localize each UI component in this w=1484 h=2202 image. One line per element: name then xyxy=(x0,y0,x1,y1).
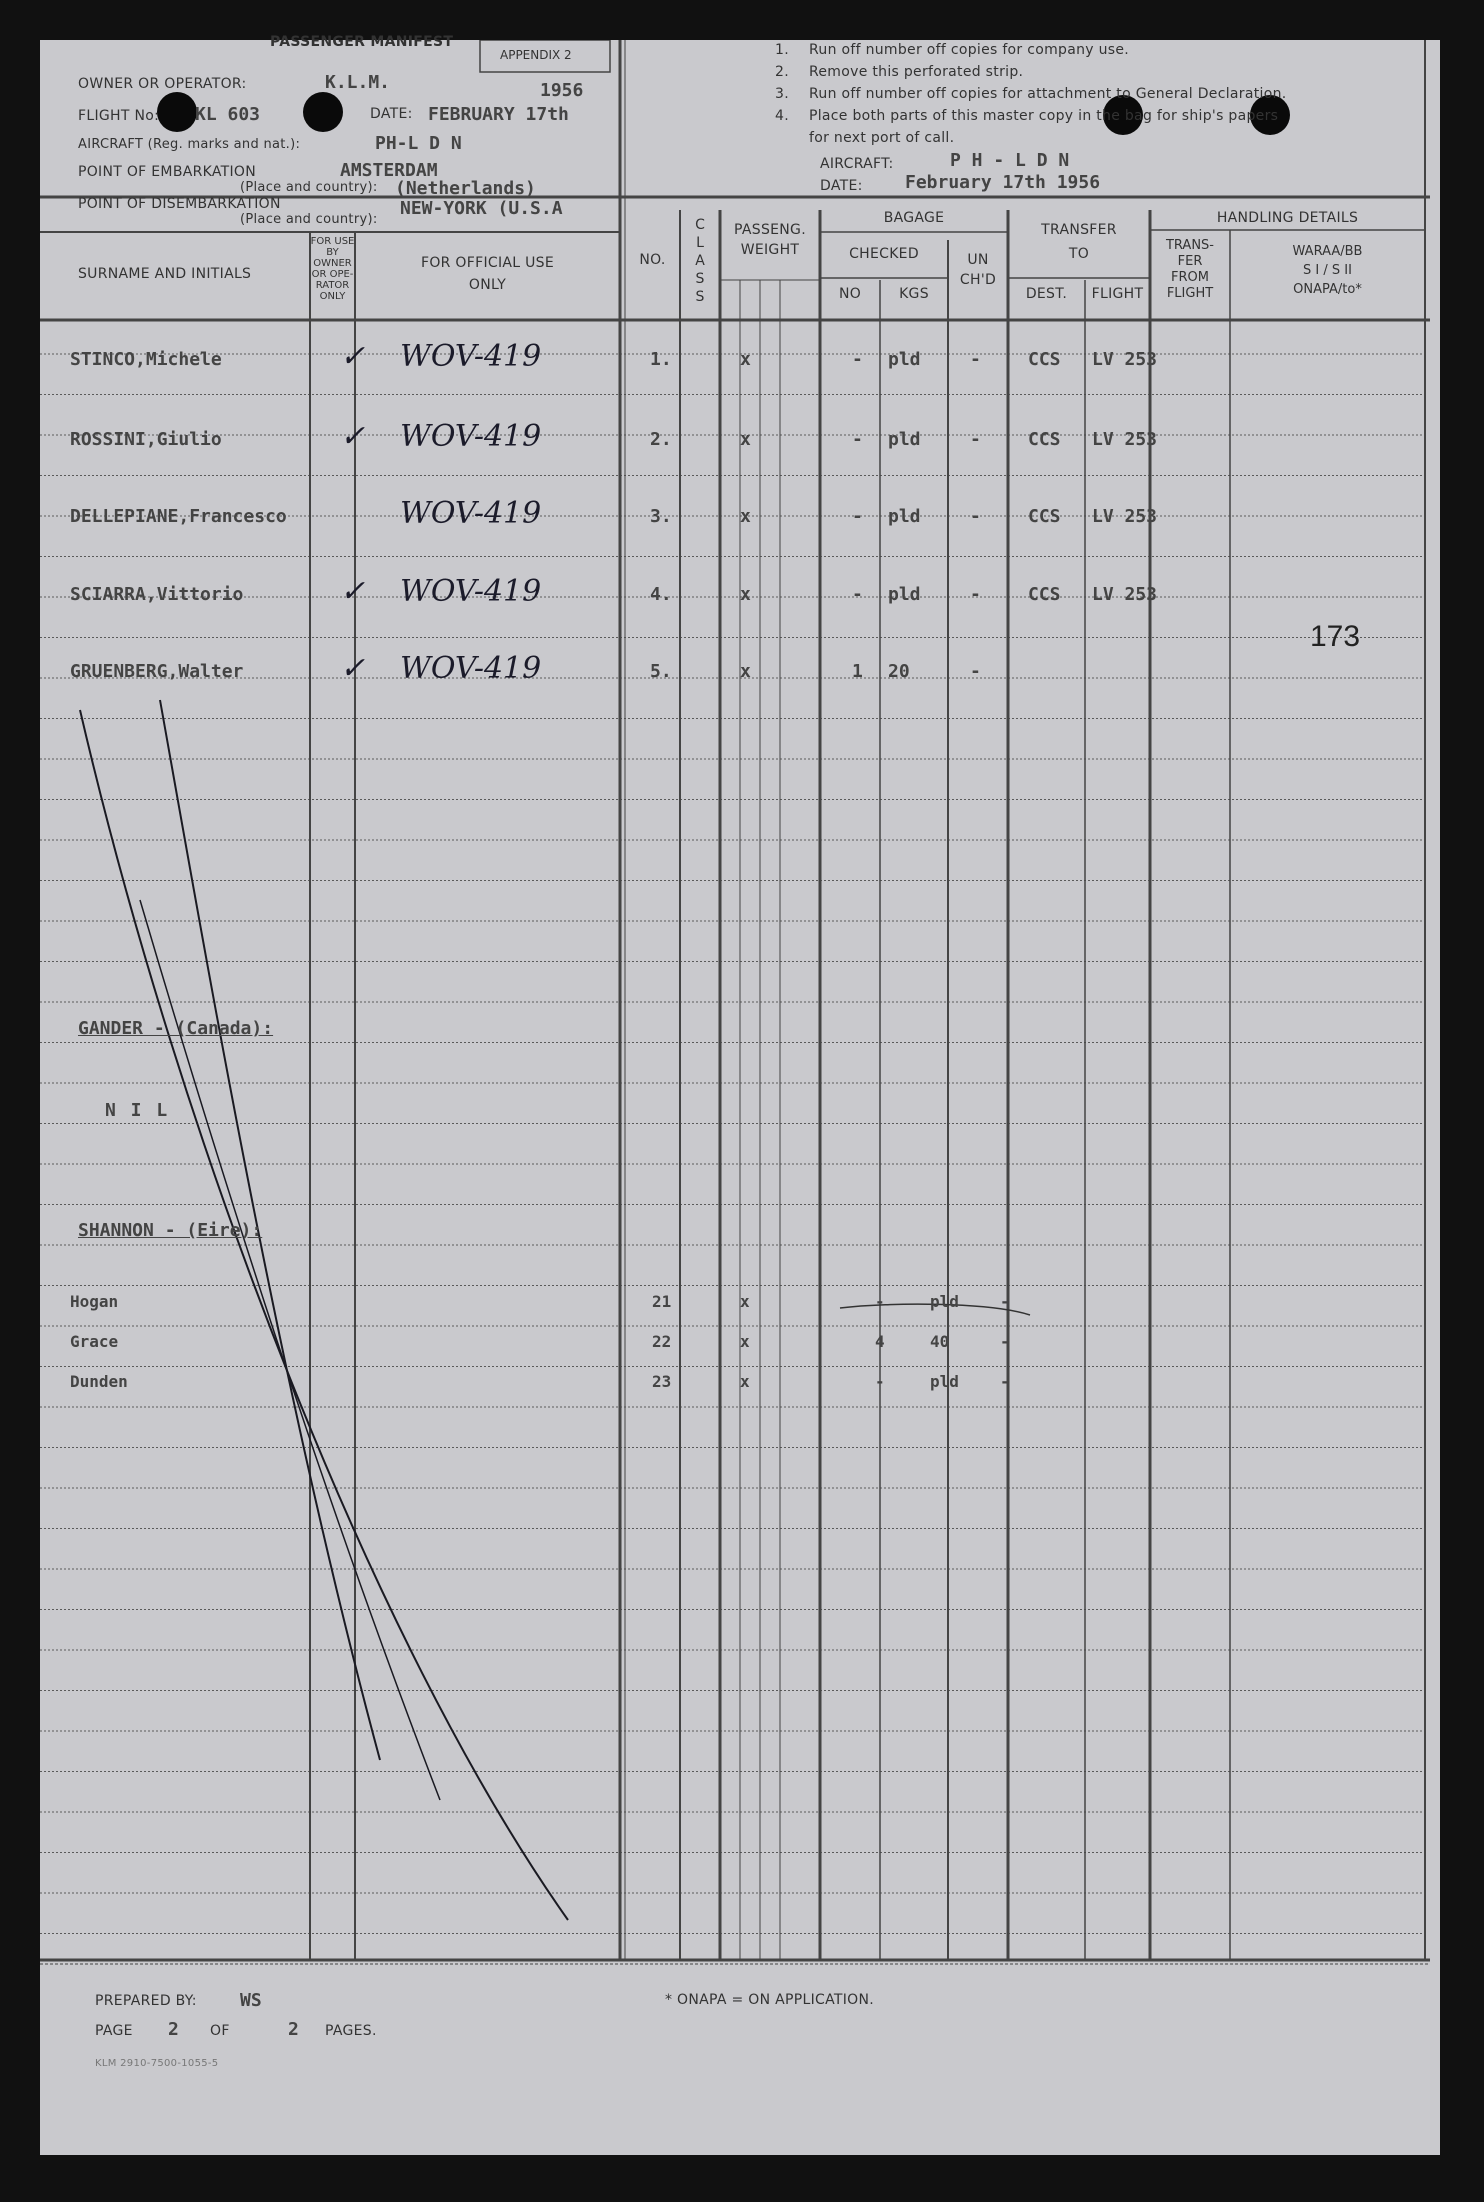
page-value: 2 xyxy=(168,2019,179,2040)
col-official: FOR OFFICIAL USE ONLY xyxy=(420,255,554,293)
bag-kgs: pld xyxy=(930,1372,959,1391)
unchecked: - xyxy=(970,661,981,682)
passenger-no: 22 xyxy=(652,1332,672,1351)
transfer-dest: CCS xyxy=(1028,349,1061,370)
of-label: OF xyxy=(210,2023,230,2039)
col-baggage: BAGAGE xyxy=(883,210,945,226)
owner-value: K.L.M. xyxy=(325,72,391,93)
transfer-flight: LV 253 xyxy=(1092,349,1158,370)
col-dest: DEST. xyxy=(1025,286,1068,302)
page-label: PAGE xyxy=(95,2023,133,2039)
prepared-value: WS xyxy=(240,1990,262,2011)
col-handling: HANDLING DETAILS xyxy=(1216,210,1359,226)
aircraft-label: AIRCRAFT (Reg. marks and nat.): xyxy=(78,137,301,152)
flight-label: FLIGHT No: xyxy=(78,108,160,124)
transfer-flight: LV 253 xyxy=(1092,506,1158,527)
passenger-name: GRUENBERG,Walter xyxy=(70,661,244,682)
transfer-flight: LV 253 xyxy=(1092,584,1158,605)
prepared-label: PREPARED BY: xyxy=(95,1993,197,2009)
col-transfer: TRANSFER TO xyxy=(1041,222,1117,262)
passenger-no: 21 xyxy=(652,1292,672,1311)
section-gander: GANDER - (Canada): xyxy=(78,1018,274,1039)
unchecked: - xyxy=(970,506,981,527)
manifest-sheet xyxy=(40,34,1440,2155)
col-class: C L A S S xyxy=(695,217,705,305)
bag-count: 4 xyxy=(875,1332,885,1351)
unchecked: - xyxy=(1000,1332,1010,1351)
appendix-label: APPENDIX 2 xyxy=(500,48,572,62)
instruction-item: for next port of call. xyxy=(809,130,955,146)
pass-weight: x xyxy=(740,1292,750,1311)
bag-kgs: 20 xyxy=(888,661,910,682)
bag-count: - xyxy=(852,584,863,605)
bag-count: - xyxy=(875,1292,885,1311)
passenger-name: Grace xyxy=(70,1332,119,1351)
passenger-no: 2. xyxy=(650,429,672,450)
passenger-no: 1. xyxy=(650,349,672,370)
bag-kgs: pld xyxy=(888,584,921,605)
unchecked: - xyxy=(1000,1292,1010,1311)
instructions-list xyxy=(775,42,1415,152)
col-checked: CHECKED xyxy=(849,246,919,262)
passenger-no: 5. xyxy=(650,661,672,682)
strip-date-value: February 17th 1956 xyxy=(905,172,1101,193)
strip-aircraft-value: P H - L D N xyxy=(950,150,1070,171)
bag-kgs: pld xyxy=(888,349,921,370)
form-code: KLM 2910-7500-1055-5 xyxy=(95,2058,219,2069)
date-value: FEBRUARY 17th xyxy=(428,104,569,125)
bag-count: - xyxy=(852,349,863,370)
punch-hole xyxy=(157,92,197,132)
unchecked: - xyxy=(970,349,981,370)
punch-hole xyxy=(303,92,343,132)
pass-weight: x xyxy=(740,584,751,605)
owner-check: ✓ xyxy=(340,574,366,609)
pass-weight: x xyxy=(740,349,751,370)
of-value: 2 xyxy=(288,2019,299,2040)
embark-value: AMSTERDAM xyxy=(340,160,438,181)
passenger-name: SCIARRA,Vittorio xyxy=(70,584,244,605)
disembark-sub: (Place and country): xyxy=(240,212,378,227)
aircraft-value: PH-L D N xyxy=(375,133,462,154)
official-use: WOV-419 xyxy=(400,496,542,531)
unchecked: - xyxy=(1000,1372,1010,1391)
official-use: WOV-419 xyxy=(400,339,542,374)
col-waraa: WARAA/BB S I / S II ONAPA/to* xyxy=(1292,244,1363,297)
bag-kgs: 40 xyxy=(930,1332,950,1351)
form-title: PASSENGER MANIFEST xyxy=(270,34,454,50)
onapa-note: * ONAPA = ON APPLICATION. xyxy=(665,1992,874,2008)
bag-kgs: pld xyxy=(888,506,921,527)
bag-count: - xyxy=(852,429,863,450)
pass-weight: x xyxy=(740,1332,750,1351)
strip-date-label: DATE: xyxy=(820,178,863,194)
passenger-no: 4. xyxy=(650,584,672,605)
embark-label: POINT OF EMBARKATION xyxy=(78,164,257,180)
instruction-item: 4. Place both parts of this master copy in the bag for ship's papers xyxy=(775,108,1279,124)
unchecked: - xyxy=(970,584,981,605)
instruction-item: 2. Remove this perforated strip. xyxy=(775,64,1024,80)
owner-check: ✓ xyxy=(340,339,366,374)
bag-count: - xyxy=(875,1372,885,1391)
strip-aircraft-label: AIRCRAFT: xyxy=(820,156,894,172)
col-flight: FLIGHT xyxy=(1091,286,1144,302)
section-shannon: SHANNON - (Eire): xyxy=(78,1220,263,1241)
disembark-value: NEW-YORK (U.S.A xyxy=(400,198,563,219)
transfer-dest: CCS xyxy=(1028,584,1061,605)
passenger-name: Hogan xyxy=(70,1292,119,1311)
year-value: 1956 xyxy=(540,80,584,101)
bag-count: 1 xyxy=(852,661,863,682)
page-stamp: 173 xyxy=(1310,620,1361,653)
col-no: NO. xyxy=(639,252,666,268)
transfer-dest: CCS xyxy=(1028,429,1061,450)
owner-check: ✓ xyxy=(340,651,366,686)
unchecked: - xyxy=(970,429,981,450)
col-unchd: UN CH'D xyxy=(959,252,997,288)
official-use: WOV-419 xyxy=(400,651,542,686)
col-bag-no: NO xyxy=(838,286,862,302)
embark-country: (Netherlands) xyxy=(395,178,536,199)
passenger-name: Dunden xyxy=(70,1372,128,1391)
date-label: DATE: xyxy=(370,106,413,122)
col-pass-weight: PASSENG. WEIGHT xyxy=(734,222,806,258)
passenger-no: 3. xyxy=(650,506,672,527)
section-gander-nil: N I L xyxy=(105,1100,170,1121)
col-kgs: KGS xyxy=(899,286,929,302)
official-use: WOV-419 xyxy=(400,419,542,454)
passenger-name: ROSSINI,Giulio xyxy=(70,429,222,450)
embark-sub: (Place and country): xyxy=(240,180,378,195)
bag-count: - xyxy=(852,506,863,527)
owner-label: OWNER OR OPERATOR: xyxy=(78,76,247,92)
pass-weight: x xyxy=(740,506,751,527)
instruction-item: 1. Run off number off copies for company use. xyxy=(775,42,1130,58)
pass-weight: x xyxy=(740,429,751,450)
pages-label: PAGES. xyxy=(325,2023,377,2039)
disembark-label: POINT OF DISEMBARKATION xyxy=(78,196,281,212)
pass-weight: x xyxy=(740,661,751,682)
col-surname: SURNAME AND INITIALS xyxy=(78,266,252,282)
instruction-item: 3. Run off number off copies for attachment to General Declaration. xyxy=(775,86,1287,102)
official-use: WOV-419 xyxy=(400,574,542,609)
flight-value: KL 603 xyxy=(195,104,261,125)
passenger-no: 23 xyxy=(652,1372,672,1391)
transfer-dest: CCS xyxy=(1028,506,1061,527)
passenger-name: DELLEPIANE,Francesco xyxy=(70,506,287,527)
bag-kgs: pld xyxy=(930,1292,959,1311)
col-trans-from: TRANS- FER FROM FLIGHT xyxy=(1165,238,1214,301)
owner-check: ✓ xyxy=(340,419,366,454)
pass-weight: x xyxy=(740,1372,750,1391)
transfer-flight: LV 253 xyxy=(1092,429,1158,450)
col-owner-use: FOR USE BY OWNER OR OPE- RATOR ONLY xyxy=(310,236,355,302)
bag-kgs: pld xyxy=(888,429,921,450)
passenger-name: STINCO,Michele xyxy=(70,349,222,370)
